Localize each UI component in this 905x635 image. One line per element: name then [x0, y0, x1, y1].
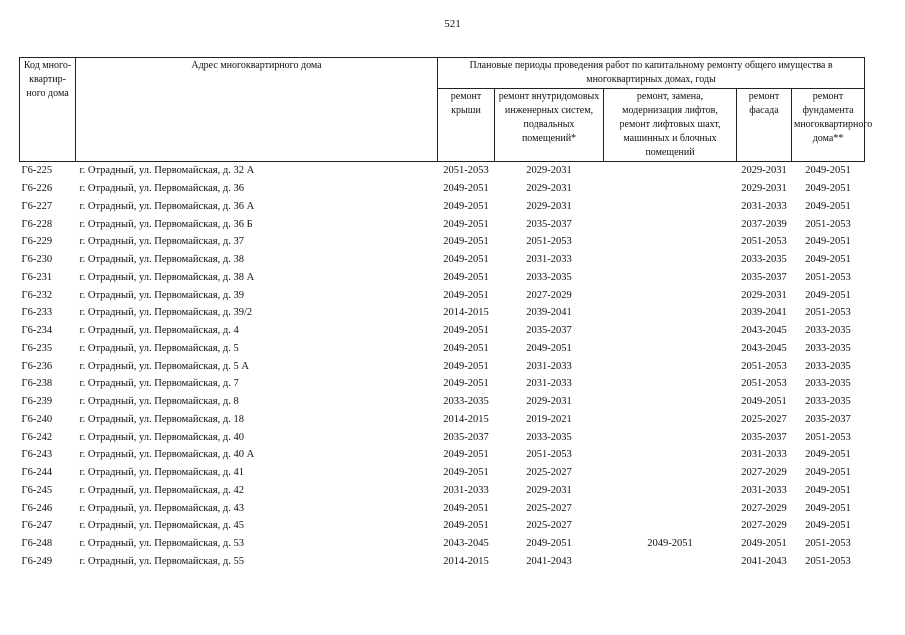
- cell-roof: 2051-2053: [443, 165, 489, 177]
- cell-foundation: 2051-2053: [805, 431, 851, 443]
- cell-facade: 2041-2043: [741, 555, 787, 567]
- cell-foundation: 2049-2051: [805, 449, 851, 461]
- cell-address: г. Отрадный, ул. Первомайская, д. 32 А: [79, 165, 255, 177]
- cell-code: Г6-228: [21, 218, 53, 230]
- table-row: [20, 198, 865, 216]
- header-address: Адрес многоквартирного дома: [76, 58, 438, 162]
- cell-engineering: 2029-2031: [526, 165, 572, 177]
- cell-foundation: 2049-2051: [805, 183, 851, 195]
- cell-address: г. Отрадный, ул. Первомайская, д. 36 А: [79, 200, 255, 212]
- cell-roof: 2049-2051: [443, 467, 489, 479]
- cell-lifts: [604, 198, 737, 216]
- cell-code: Г6-232: [21, 289, 53, 301]
- header-lifts: ремонт, замена, модернизация лифтов, ремонт лифтовых шахт, машинных и блочных помещений: [604, 89, 737, 162]
- cell-facade: 2029-2031: [741, 183, 787, 195]
- cell-engineering: 2019-2021: [526, 413, 572, 425]
- cell-foundation: 2049-2051: [805, 520, 851, 532]
- table-row: [20, 162, 865, 180]
- table-row: [20, 553, 865, 571]
- table-row: [20, 517, 865, 535]
- table-row: [20, 215, 865, 233]
- cell-address: г. Отрадный, ул. Первомайская, д. 5: [79, 342, 239, 354]
- cell-code: Г6-240: [21, 413, 53, 425]
- table-row: [20, 286, 865, 304]
- cell-lifts: [604, 482, 737, 500]
- cell-lifts: [604, 340, 737, 358]
- cell-roof: 2035-2037: [443, 431, 489, 443]
- cell-lifts: [604, 180, 737, 198]
- cell-foundation: 2049-2051: [805, 165, 851, 177]
- cell-engineering: 2039-2041: [526, 307, 572, 319]
- cell-facade: 2031-2033: [741, 449, 787, 461]
- table-row: [20, 411, 865, 429]
- cell-code: Г6-247: [21, 520, 53, 532]
- cell-foundation: 2049-2051: [805, 236, 851, 248]
- cell-facade: 2043-2045: [741, 325, 787, 337]
- cell-roof: 2049-2051: [443, 200, 489, 212]
- cell-lifts: [604, 357, 737, 375]
- cell-lifts: [604, 446, 737, 464]
- cell-code: Г6-243: [21, 449, 53, 461]
- cell-foundation: 2035-2037: [805, 413, 851, 425]
- cell-facade: 2051-2053: [741, 360, 787, 372]
- cell-address: г. Отрадный, ул. Первомайская, д. 8: [79, 396, 239, 408]
- cell-code: Г6-225: [21, 165, 53, 177]
- table-row: [20, 499, 865, 517]
- table-body: [20, 162, 865, 571]
- cell-facade: 2051-2053: [741, 236, 787, 248]
- table-row: [20, 482, 865, 500]
- cell-engineering: 2051-2053: [526, 236, 572, 248]
- cell-roof: 2049-2051: [443, 502, 489, 514]
- cell-lifts: [604, 553, 737, 571]
- table-row: [20, 251, 865, 269]
- cell-facade: 2037-2039: [741, 218, 787, 230]
- header-foundation: ремонт фундамента многоквартирного дома**: [792, 89, 865, 162]
- cell-facade: 2039-2041: [741, 307, 787, 319]
- cell-roof: 2049-2051: [443, 342, 489, 354]
- cell-facade: 2025-2027: [741, 413, 787, 425]
- cell-foundation: 2033-2035: [805, 325, 851, 337]
- cell-engineering: 2025-2027: [526, 520, 572, 532]
- cell-address: г. Отрадный, ул. Первомайская, д. 41: [79, 467, 244, 479]
- cell-engineering: 2049-2051: [526, 342, 572, 354]
- header-engineering: ремонт внутридомовых инженерных систем, подвальных помещений*: [495, 89, 604, 162]
- cell-code: Г6-236: [21, 360, 53, 372]
- cell-code: Г6-233: [21, 307, 53, 319]
- cell-roof: 2049-2051: [443, 236, 489, 248]
- cell-address: г. Отрадный, ул. Первомайская, д. 42: [79, 484, 244, 496]
- cell-engineering: 2031-2033: [526, 378, 572, 390]
- cell-code: Г6-239: [21, 396, 53, 408]
- cell-code: Г6-229: [21, 236, 53, 248]
- table-row: [20, 340, 865, 358]
- cell-engineering: 2025-2027: [526, 467, 572, 479]
- cell-foundation: 2049-2051: [805, 254, 851, 266]
- cell-lifts: [604, 464, 737, 482]
- cell-facade: 2027-2029: [741, 502, 787, 514]
- cell-address: г. Отрадный, ул. Первомайская, д. 55: [79, 555, 244, 567]
- table-row: [20, 393, 865, 411]
- cell-foundation: 2033-2035: [805, 360, 851, 372]
- cell-foundation: 2051-2053: [805, 538, 851, 550]
- cell-engineering: 2029-2031: [526, 484, 572, 496]
- cell-lifts: [604, 251, 737, 269]
- cell-facade: 2051-2053: [741, 378, 787, 390]
- cell-engineering: 2031-2033: [526, 254, 572, 266]
- cell-address: г. Отрадный, ул. Первомайская, д. 36 Б: [79, 218, 253, 230]
- cell-lifts: [604, 322, 737, 340]
- table-row: [20, 304, 865, 322]
- cell-roof: 2033-2035: [443, 396, 489, 408]
- cell-lifts: [604, 269, 737, 287]
- cell-engineering: 2033-2035: [526, 271, 572, 283]
- cell-foundation: 2049-2051: [805, 484, 851, 496]
- cell-address: г. Отрадный, ул. Первомайская, д. 7: [79, 378, 239, 390]
- cell-facade: 2027-2029: [741, 520, 787, 532]
- cell-address: г. Отрадный, ул. Первомайская, д. 40 А: [79, 449, 255, 461]
- header-facade: ремонт фасада: [737, 89, 792, 162]
- cell-foundation: 2051-2053: [805, 218, 851, 230]
- cell-foundation: 2033-2035: [805, 378, 851, 390]
- cell-engineering: 2025-2027: [526, 502, 572, 514]
- cell-facade: 2031-2033: [741, 484, 787, 496]
- cell-lifts: [604, 215, 737, 233]
- cell-lifts: [604, 499, 737, 517]
- cell-lifts: [604, 411, 737, 429]
- cell-roof: 2049-2051: [443, 183, 489, 195]
- cell-facade: 2043-2045: [741, 342, 787, 354]
- table-row: [20, 535, 865, 553]
- cell-engineering: 2049-2051: [526, 538, 572, 550]
- cell-code: Г6-242: [21, 431, 53, 443]
- cell-code: Г6-227: [21, 200, 53, 212]
- cell-address: г. Отрадный, ул. Первомайская, д. 39: [79, 289, 244, 301]
- cell-foundation: 2051-2053: [805, 555, 851, 567]
- cell-code: Г6-226: [21, 183, 53, 195]
- table-row: [20, 446, 865, 464]
- cell-facade: 2035-2037: [741, 271, 787, 283]
- table-row: [20, 357, 865, 375]
- cell-address: г. Отрадный, ул. Первомайская, д. 36: [79, 183, 244, 195]
- cell-address: г. Отрадный, ул. Первомайская, д. 4: [79, 325, 239, 337]
- cell-lifts: 2049-2051: [647, 538, 693, 550]
- cell-address: г. Отрадный, ул. Первомайская, д. 5 А: [79, 360, 249, 372]
- cell-roof: 2049-2051: [443, 271, 489, 283]
- cell-engineering: 2029-2031: [526, 396, 572, 408]
- cell-code: Г6-238: [21, 378, 53, 390]
- cell-engineering: 2035-2037: [526, 325, 572, 337]
- cell-address: г. Отрадный, ул. Первомайская, д. 38 А: [79, 271, 255, 283]
- cell-foundation: 2049-2051: [805, 200, 851, 212]
- header-roof: ремонт крыши: [438, 89, 495, 162]
- cell-foundation: 2049-2051: [805, 502, 851, 514]
- cell-engineering: 2051-2053: [526, 449, 572, 461]
- cell-facade: 2035-2037: [741, 431, 787, 443]
- cell-facade: 2027-2029: [741, 467, 787, 479]
- cell-lifts: [604, 286, 737, 304]
- table-row: [20, 180, 865, 198]
- cell-address: г. Отрадный, ул. Первомайская, д. 18: [79, 413, 244, 425]
- cell-address: г. Отрадный, ул. Первомайская, д. 43: [79, 502, 244, 514]
- cell-lifts: [604, 517, 737, 535]
- cell-roof: 2014-2015: [443, 307, 489, 319]
- cell-facade: 2033-2035: [741, 254, 787, 266]
- cell-engineering: 2033-2035: [526, 431, 572, 443]
- cell-roof: 2049-2051: [443, 254, 489, 266]
- cell-lifts: [604, 162, 737, 180]
- cell-address: г. Отрадный, ул. Первомайская, д. 39/2: [79, 307, 253, 319]
- cell-engineering: 2029-2031: [526, 200, 572, 212]
- cell-address: г. Отрадный, ул. Первомайская, д. 38: [79, 254, 244, 266]
- cell-foundation: 2033-2035: [805, 396, 851, 408]
- cell-roof: 2043-2045: [443, 538, 489, 550]
- cell-roof: 2049-2051: [443, 360, 489, 372]
- table-row: [20, 322, 865, 340]
- cell-code: Г6-231: [21, 271, 53, 283]
- cell-engineering: 2035-2037: [526, 218, 572, 230]
- cell-engineering: 2029-2031: [526, 183, 572, 195]
- cell-roof: 2049-2051: [443, 289, 489, 301]
- cell-lifts: [604, 304, 737, 322]
- cell-roof: 2014-2015: [443, 413, 489, 425]
- cell-foundation: 2049-2051: [805, 467, 851, 479]
- cell-roof: 2031-2033: [443, 484, 489, 496]
- cell-roof: 2049-2051: [443, 325, 489, 337]
- cell-code: Г6-244: [21, 467, 53, 479]
- cell-engineering: 2041-2043: [526, 555, 572, 567]
- cell-address: г. Отрадный, ул. Первомайская, д. 37: [79, 236, 244, 248]
- cell-lifts: [604, 375, 737, 393]
- table-row: [20, 464, 865, 482]
- cell-lifts: [604, 393, 737, 411]
- capital-repair-schedule-table: [19, 57, 873, 570]
- header-planned-periods: Плановые периоды проведения работ по капитальному ремонту общего имущества в многоквартирных домах, годы: [438, 58, 865, 89]
- cell-address: г. Отрадный, ул. Первомайская, д. 53: [79, 538, 244, 550]
- cell-facade: 2029-2031: [741, 289, 787, 301]
- cell-roof: 2049-2051: [443, 378, 489, 390]
- cell-facade: 2049-2051: [741, 396, 787, 408]
- cell-facade: 2029-2031: [741, 165, 787, 177]
- cell-engineering: 2031-2033: [526, 360, 572, 372]
- cell-foundation: 2051-2053: [805, 307, 851, 319]
- cell-foundation: 2049-2051: [805, 289, 851, 301]
- cell-lifts: [604, 428, 737, 446]
- cell-lifts: [604, 233, 737, 251]
- cell-code: Г6-245: [21, 484, 53, 496]
- table-row: [20, 233, 865, 251]
- cell-code: Г6-246: [21, 502, 53, 514]
- cell-foundation: 2033-2035: [805, 342, 851, 354]
- cell-code: Г6-230: [21, 254, 53, 266]
- table-header: [20, 58, 873, 162]
- cell-code: Г6-234: [21, 325, 53, 337]
- cell-engineering: 2027-2029: [526, 289, 572, 301]
- cell-roof: 2049-2051: [443, 218, 489, 230]
- cell-facade: 2049-2051: [741, 538, 787, 550]
- cell-address: г. Отрадный, ул. Первомайская, д. 40: [79, 431, 244, 443]
- cell-code: Г6-248: [21, 538, 53, 550]
- cell-facade: 2031-2033: [741, 200, 787, 212]
- cell-roof: 2014-2015: [443, 555, 489, 567]
- table-row: [20, 269, 865, 287]
- cell-address: г. Отрадный, ул. Первомайская, д. 45: [79, 520, 244, 532]
- cell-roof: 2049-2051: [443, 520, 489, 532]
- cell-code: Г6-235: [21, 342, 53, 354]
- page-number: 521: [444, 18, 461, 30]
- cell-foundation: 2051-2053: [805, 271, 851, 283]
- table-row: [20, 375, 865, 393]
- cell-code: Г6-249: [21, 555, 53, 567]
- header-code: Код много-квартир-ного дома: [20, 58, 76, 162]
- cell-roof: 2049-2051: [443, 449, 489, 461]
- table-row: [20, 428, 865, 446]
